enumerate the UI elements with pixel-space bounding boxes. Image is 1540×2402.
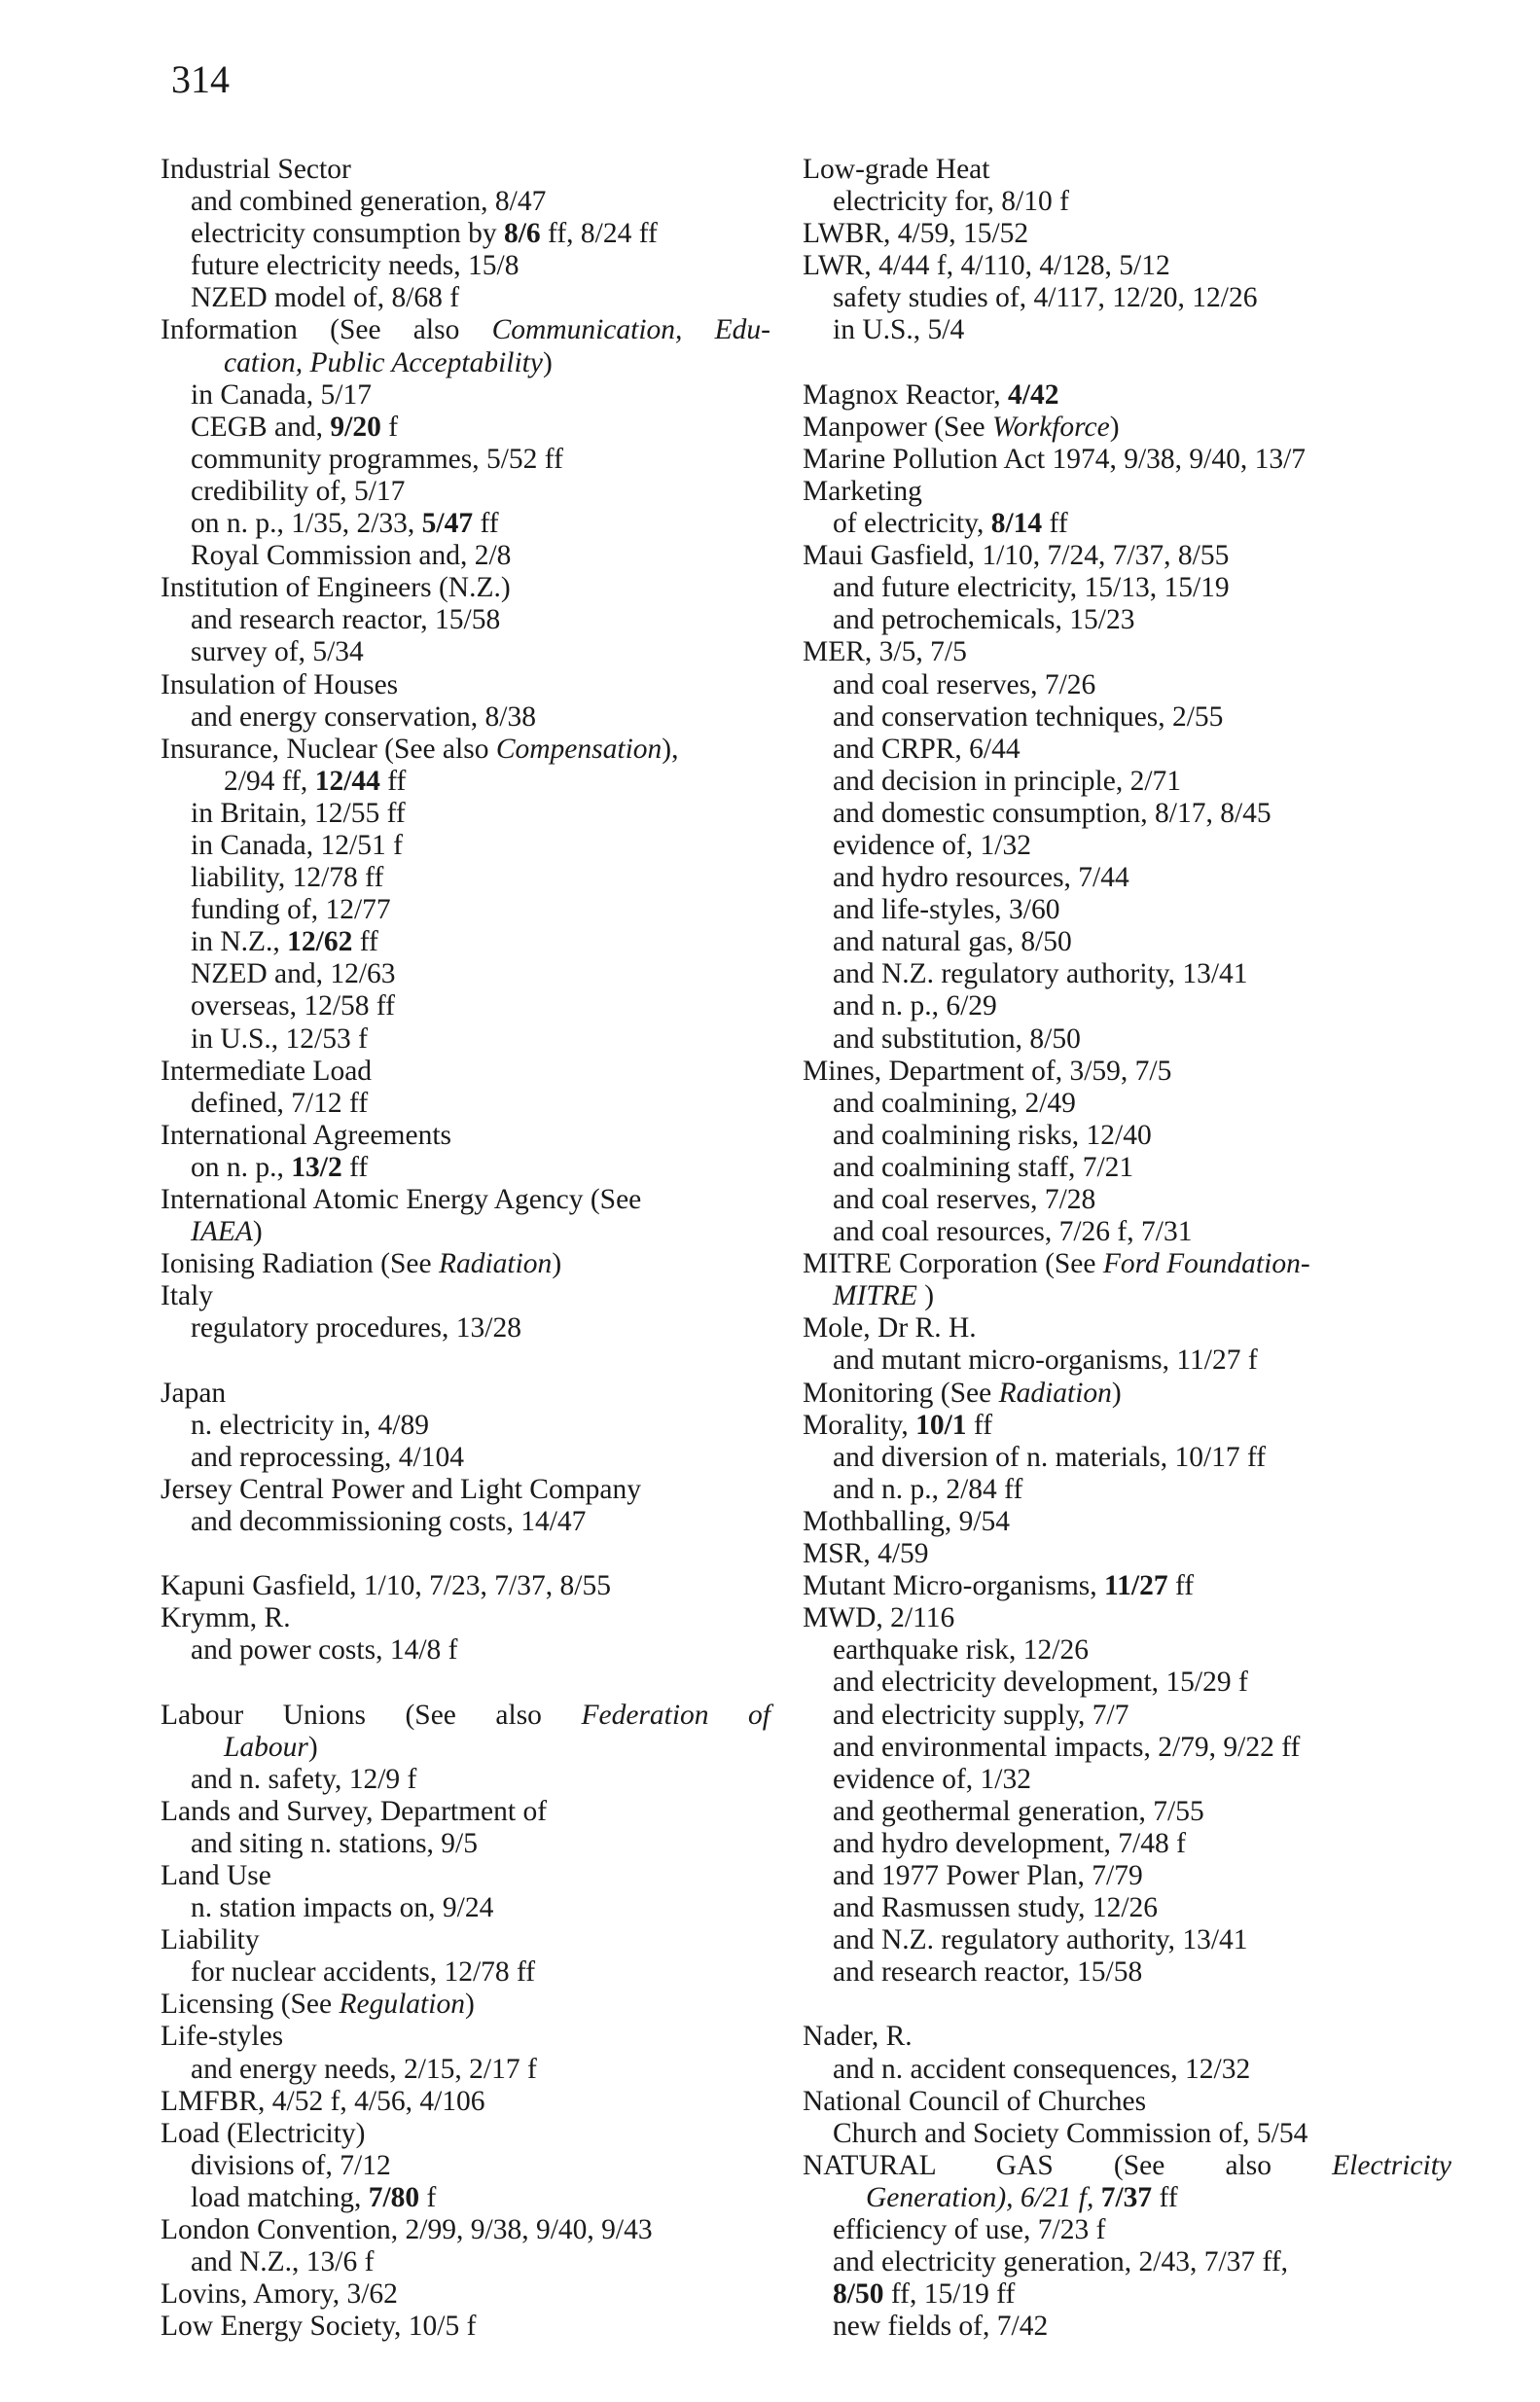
index-subentry: and decommissioning costs, 14/47 — [191, 1505, 587, 1537]
index-subentry: IAEA) — [191, 1216, 263, 1248]
index-heading: Ionising Radiation (See Radiation) — [161, 1248, 562, 1280]
index-subentry: and diversion of n. materials, 10/17 ff — [833, 1441, 1267, 1473]
index-subentry: and mutant micro-organisms, 11/27 f — [833, 1344, 1258, 1377]
index-subentry: Royal Commission and, 2/8 — [191, 540, 512, 572]
index-heading: Insurance, Nuclear (See also Compensation), — [161, 733, 679, 765]
index-heading: Information (See also Communication, Edu- — [161, 314, 771, 346]
index-subentry: on n. p., 1/35, 2/33, 5/47 ff — [191, 508, 499, 540]
index-subentry: electricity consumption by 8/6 ff, 8/24 ff — [191, 218, 658, 250]
index-subentry: and domestic consumption, 8/17, 8/45 — [833, 797, 1271, 829]
index-heading: Institution of Engineers (N.Z.) — [161, 572, 511, 604]
index-subentry: MITRE ) — [833, 1280, 935, 1312]
index-heading: Krymm, R. — [161, 1602, 291, 1634]
index-heading: Magnox Reactor, 4/42 — [803, 378, 1059, 411]
index-subentry: cation, Public Acceptability) — [224, 346, 553, 378]
index-heading: Mutant Micro-organisms, 11/27 ff — [803, 1570, 1195, 1602]
index-heading: Marine Pollution Act 1974, 9/38, 9/40, 13/7 — [803, 443, 1307, 475]
index-heading: Japan — [161, 1377, 227, 1409]
index-heading: Mothballing, 9/54 — [803, 1505, 1011, 1537]
index-subentry: and N.Z., 13/6 f — [191, 2246, 375, 2278]
index-subentry: and power costs, 14/8 f — [191, 1634, 458, 1667]
index-heading: National Council of Churches — [803, 2085, 1147, 2117]
index-subentry: funding of, 12/77 — [191, 894, 391, 926]
index-subentry: and environmental impacts, 2/79, 9/22 ff — [833, 1731, 1301, 1763]
index-heading: Lovins, Amory, 3/62 — [161, 2278, 398, 2311]
index-subentry: and natural gas, 8/50 — [833, 926, 1072, 958]
index-heading: MWD, 2/116 — [803, 1602, 955, 1634]
index-heading: Land Use — [161, 1859, 271, 1891]
index-subentry: and 1977 Power Plan, 7/79 — [833, 1859, 1143, 1891]
index-subentry: evidence of, 1/32 — [833, 829, 1031, 861]
index-subentry: and substitution, 8/50 — [833, 1022, 1081, 1055]
index-subentry: credibility of, 5/17 — [191, 475, 406, 507]
index-subentry: defined, 7/12 ff — [191, 1087, 369, 1119]
index-heading: LMFBR, 4/52 f, 4/56, 4/106 — [161, 2085, 485, 2117]
page-number: 314 — [171, 57, 230, 101]
index-heading: Manpower (See Workforce) — [803, 411, 1120, 443]
index-subentry: CEGB and, 9/20 f — [191, 411, 399, 443]
index-subentry: and hydro development, 7/48 f — [833, 1827, 1186, 1859]
index-subentry: Generation), 6/21 f, 7/37 ff — [866, 2181, 1178, 2213]
index-heading: MITRE Corporation (See Ford Foundation- — [803, 1248, 1310, 1280]
index-subentry: and electricity supply, 7/7 — [833, 1699, 1129, 1731]
index-subentry: and energy conservation, 8/38 — [191, 700, 536, 733]
index-heading: London Convention, 2/99, 9/38, 9/40, 9/43 — [161, 2214, 653, 2245]
index-subentry: and coal reserves, 7/26 — [833, 668, 1096, 700]
index-subentry: in Canada, 12/51 f — [191, 829, 403, 861]
index-subentry: and coalmining, 2/49 — [833, 1087, 1076, 1119]
index-subentry: and n. accident consequences, 12/32 — [833, 2053, 1251, 2085]
index-heading: NATURAL GAS (See also Electricity — [803, 2149, 1451, 2181]
index-subentry: NZED and, 12/63 — [191, 958, 396, 990]
index-subentry: and energy needs, 2/15, 2/17 f — [191, 2053, 537, 2085]
index-heading: Nader, R. — [803, 2021, 913, 2053]
index-heading: Lands and Survey, Department of — [161, 1795, 548, 1827]
index-subentry: and research reactor, 15/58 — [191, 604, 501, 636]
index-heading: Life-styles — [161, 2021, 284, 2053]
index-subentry: and siting n. stations, 9/5 — [191, 1827, 478, 1859]
index-subentry: regulatory procedures, 13/28 — [191, 1312, 521, 1344]
index-heading: Marketing — [803, 475, 922, 507]
index-heading: Insulation of Houses — [161, 668, 399, 700]
index-subentry: efficiency of use, 7/23 f — [833, 2214, 1106, 2245]
index-subentry: in Canada, 5/17 — [191, 378, 372, 411]
index-heading: Mines, Department of, 3/59, 7/5 — [803, 1055, 1172, 1087]
index-heading: Italy — [161, 1280, 214, 1312]
index-subentry: earthquake risk, 12/26 — [833, 1634, 1089, 1667]
index-heading: Industrial Sector — [161, 154, 351, 185]
index-subentry: n. station impacts on, 9/24 — [191, 1892, 494, 1924]
entry-gap — [156, 1667, 798, 1699]
index-subentry: and hydro resources, 7/44 — [833, 862, 1129, 894]
index-heading: Intermediate Load — [161, 1055, 373, 1087]
index-subentry: and electricity development, 15/29 f — [833, 1667, 1248, 1699]
index-heading: Low-grade Heat — [803, 154, 990, 185]
index-subentry: for nuclear accidents, 12/78 ff — [191, 1956, 536, 1989]
index-subentry: in U.S., 12/53 f — [191, 1022, 368, 1055]
entry-gap — [156, 1344, 798, 1377]
index-heading: Liability — [161, 1924, 260, 1956]
index-subentry: divisions of, 7/12 — [191, 2149, 391, 2181]
index-subentry: in U.S., 5/4 — [833, 314, 965, 346]
index-subentry: and CRPR, 6/44 — [833, 733, 1021, 765]
index-subentry: survey of, 5/34 — [191, 636, 364, 668]
index-heading: Maui Gasfield, 1/10, 7/24, 7/37, 8/55 — [803, 540, 1230, 572]
index-heading: MER, 3/5, 7/5 — [803, 636, 967, 668]
index-subentry: in N.Z., 12/62 ff — [191, 926, 378, 958]
index-column-right — [798, 154, 1479, 2343]
index-subentry: and N.Z. regulatory authority, 13/41 — [833, 1924, 1248, 1956]
index-subentry: and n. p., 2/84 ff — [833, 1473, 1023, 1505]
index-subentry: overseas, 12/58 ff — [191, 990, 396, 1022]
index-heading: MSR, 4/59 — [803, 1538, 929, 1570]
index-subentry: on n. p., 13/2 ff — [191, 1151, 369, 1183]
index-subentry: and reprocessing, 4/104 — [191, 1441, 464, 1473]
index-heading: Jersey Central Power and Light Company — [161, 1473, 642, 1505]
index-heading: Monitoring (See Radiation) — [803, 1377, 1122, 1409]
index-subentry: load matching, 7/80 f — [191, 2181, 437, 2213]
index-subentry: safety studies of, 4/117, 12/20, 12/26 — [833, 282, 1258, 314]
index-subentry: liability, 12/78 ff — [191, 862, 384, 894]
index-subentry: electricity for, 8/10 f — [833, 186, 1069, 218]
index-subentry: and Rasmussen study, 12/26 — [833, 1892, 1159, 1924]
entry-gap — [798, 1989, 1479, 2021]
index-subentry: and life-styles, 3/60 — [833, 894, 1060, 926]
index-heading: International Agreements — [161, 1119, 451, 1151]
index-subentry: and electricity generation, 2/43, 7/37 ff, — [833, 2246, 1289, 2278]
index-heading: Low Energy Society, 10/5 f — [161, 2311, 477, 2343]
index-subentry: and combined generation, 8/47 — [191, 186, 547, 218]
index-heading: Mole, Dr R. H. — [803, 1312, 977, 1344]
index-subentry: and n. safety, 12/9 f — [191, 1763, 417, 1795]
index-subentry: community programmes, 5/52 ff — [191, 443, 563, 475]
index-subentry: of electricity, 8/14 ff — [833, 508, 1068, 540]
index-heading: International Atomic Energy Agency (See — [161, 1184, 642, 1215]
index-subentry: and decision in principle, 2/71 — [833, 765, 1182, 797]
index-heading: Morality, 10/1 ff — [803, 1409, 993, 1441]
index-subentry: and research reactor, 15/58 — [833, 1956, 1143, 1989]
index-subentry: new fields of, 7/42 — [833, 2311, 1049, 2343]
index-subentry: and n. p., 6/29 — [833, 990, 997, 1022]
index-subentry: 8/50 ff, 15/19 ff — [833, 2278, 1016, 2311]
index-column-left — [156, 154, 798, 2343]
index-subentry: future electricity needs, 15/8 — [191, 250, 519, 282]
index-heading: Licensing (See Regulation) — [161, 1989, 475, 2021]
index-subentry: Church and Society Commission of, 5/54 — [833, 2117, 1308, 2149]
index-heading: LWR, 4/44 f, 4/110, 4/128, 5/12 — [803, 250, 1170, 282]
entry-gap — [798, 347, 1479, 379]
index-subentry: and geothermal generation, 7/55 — [833, 1795, 1204, 1827]
index-heading: LWBR, 4/59, 15/52 — [803, 218, 1029, 250]
index-subentry: NZED model of, 8/68 f — [191, 282, 460, 314]
index-subentry: and coal resources, 7/26 f, 7/31 — [833, 1216, 1193, 1248]
index-subentry: Labour) — [224, 1731, 318, 1763]
index-subentry: and coalmining staff, 7/21 — [833, 1151, 1134, 1183]
index-subentry: and future electricity, 15/13, 15/19 — [833, 572, 1230, 604]
index-subentry: and coal reserves, 7/28 — [833, 1184, 1096, 1215]
index-subentry: and conservation techniques, 2/55 — [833, 700, 1224, 733]
index-subentry: in Britain, 12/55 ff — [191, 797, 406, 829]
index-heading: Load (Electricity) — [161, 2117, 366, 2149]
index-heading: Labour Unions (See also Federation of — [161, 1699, 771, 1731]
index-subentry: and coalmining risks, 12/40 — [833, 1119, 1152, 1151]
index-heading: Kapuni Gasfield, 1/10, 7/23, 7/37, 8/55 — [161, 1570, 611, 1602]
entry-gap — [156, 1538, 798, 1570]
index-subentry: n. electricity in, 4/89 — [191, 1409, 429, 1441]
index-subentry: and petrochemicals, 15/23 — [833, 604, 1135, 636]
index-subentry: 2/94 ff, 12/44 ff — [224, 765, 407, 797]
index-subentry: and N.Z. regulatory authority, 13/41 — [833, 958, 1248, 990]
index-subentry: evidence of, 1/32 — [833, 1763, 1031, 1795]
